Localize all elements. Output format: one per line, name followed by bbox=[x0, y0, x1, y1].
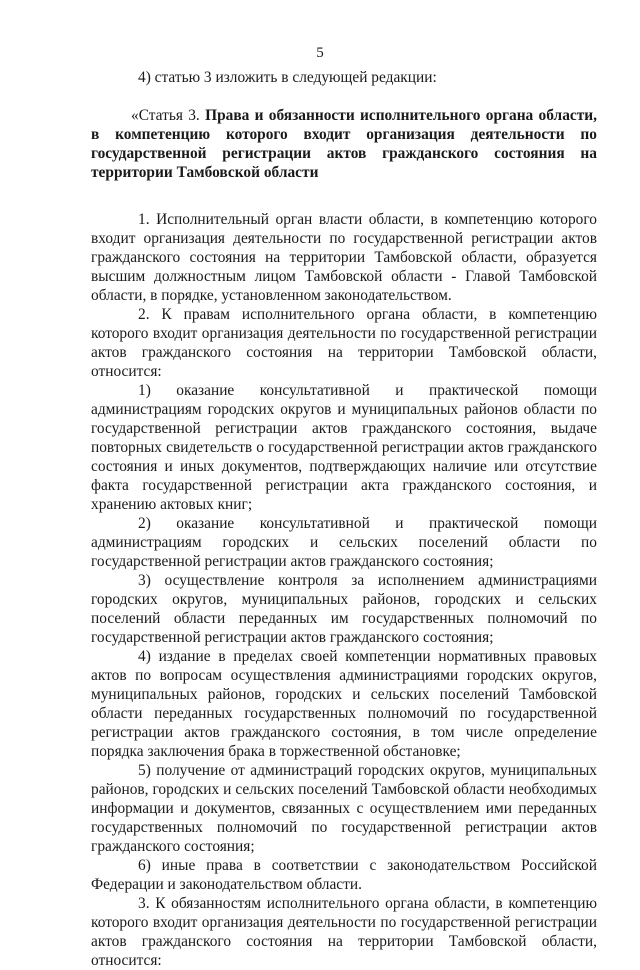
list-item-4: 4) издание в пределах своей компетенции нормативных правовых актов по вопросам осуществления администрациями городских округов, муниципальных районов, городских и сельских поселений Тамбовской области переданных государственных полномочий по государственной регистрации актов гражданского состояния, в том числе определение порядка заключения брака в торжественной обстановке; bbox=[91, 648, 597, 760]
article-title: Права и обязанности исполнительного органа области, в компетенцию которого входит организация деятельности по государственной регистрации актов гражданского состояния на территории Тамбовской области bbox=[91, 107, 597, 181]
list-item-2: 2) оказание консультативной и практической помощи администрациям городских и сельских поселений области по государственной регистрации актов гражданского состояния; bbox=[91, 515, 597, 570]
paragraph-3: 3. К обязанностям исполнительного органа области, в компетенцию которого входит организация деятельности по государственной регистрации актов гражданского состояния на территории Тамбовской области, относится: bbox=[91, 895, 597, 969]
page-number: 5 bbox=[316, 45, 324, 61]
article-prefix: «Статья 3. bbox=[131, 107, 200, 124]
list-item-3: 3) осуществление контроля за исполнением администрациями городских округов, муниципальных районов, городских и сельских поселений области переданных им государственных полномочий по государственной регистрации актов гражданского состояния; bbox=[91, 572, 597, 646]
list-item-1: 1) оказание консультативной и практической помощи администрациям городских округов и муниципальных районов области по государственной регистрации актов гражданского состояния, выдаче повторных свидетельств о государственной регистрации актов гражданского состояния и иных документов, подтверждающих наличие или отсутствие факта государственной регистрации акта гражданского состояния, и хранению актовых книг; bbox=[91, 382, 597, 513]
article-heading bbox=[91, 106, 597, 182]
list-item-6: 6) иные права в соответствии с законодательством Российской Федерации и законодательством области. bbox=[91, 857, 597, 893]
document-body bbox=[91, 68, 597, 970]
list-item-5: 5) получение от администраций городских округов, муниципальных районов, городских и сельских поселений Тамбовской области необходимых информации и документов, связанных с осуществлением ими переданных государственных полномочий по государственной регистрации актов гражданского состояния; bbox=[91, 762, 597, 855]
paragraph-2: 2. К правам исполнительного органа области, в компетенцию которого входит организация деятельности по государственной регистрации актов гражданского состояния на территории Тамбовской области, относится: bbox=[91, 306, 597, 380]
paragraph-1: 1. Исполнительный орган власти области, в компетенцию которого входит организация деятельности по государственной регистрации актов гражданского состояния на территории Тамбовской области, образуется высшим должностным лицом Тамбовской области - Главой Тамбовской области, в порядке, установленном законодательством. bbox=[91, 211, 597, 304]
amendment-line: 4) статью 3 изложить в следующей редакции: bbox=[138, 69, 437, 86]
